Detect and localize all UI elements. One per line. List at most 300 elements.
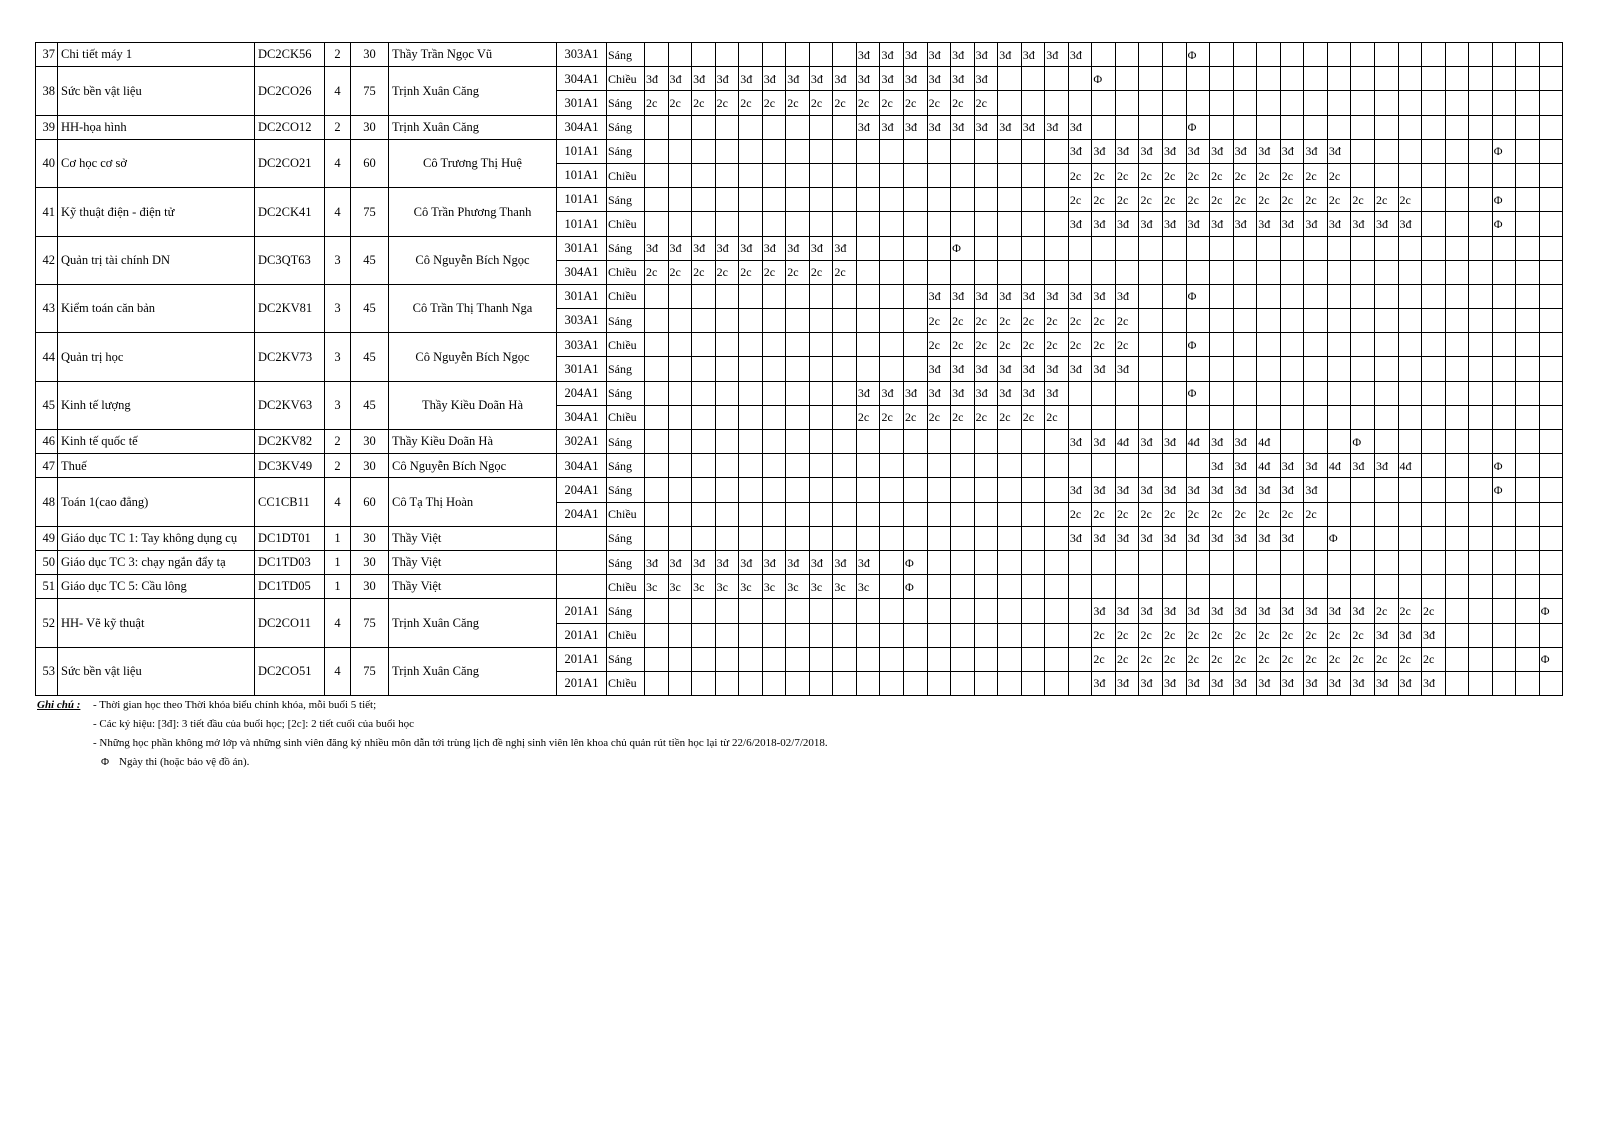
schedule-mark: 3đ: [1304, 671, 1328, 695]
schedule-mark: 3đ: [1068, 212, 1092, 236]
table-row: [36, 333, 1563, 357]
schedule-mark: 3đ: [1068, 115, 1092, 139]
schedule-cell: [1351, 43, 1375, 67]
schedule-cell: [1139, 67, 1163, 91]
schedule-mark: 3đ: [1092, 599, 1116, 623]
course-credits: 2: [325, 430, 351, 454]
schedule-mark: 3đ: [1233, 454, 1257, 478]
schedule-cell: [1351, 502, 1375, 526]
course-number: 39: [36, 115, 58, 139]
schedule-mark: 2c: [1257, 623, 1281, 647]
schedule-cell: [645, 623, 669, 647]
schedule-cell: [1516, 139, 1540, 163]
schedule-mark: 2c: [1068, 333, 1092, 357]
schedule-mark: 3đ: [1304, 212, 1328, 236]
schedule-cell: [692, 212, 716, 236]
session-room: 201A1: [557, 623, 607, 647]
schedule-mark: 2c: [1115, 502, 1139, 526]
session-room: 304A1: [557, 405, 607, 429]
schedule-cell: [1422, 139, 1446, 163]
schedule-mark: 2c: [1092, 163, 1116, 187]
course-teacher: Thầy Kiều Doãn Hà: [389, 381, 557, 429]
schedule-mark: 3đ: [1280, 599, 1304, 623]
schedule-cell: [856, 599, 880, 623]
schedule-cell: [1539, 550, 1563, 574]
course-number: 45: [36, 381, 58, 429]
schedule-mark: 3đ: [1045, 115, 1069, 139]
schedule-cell: [833, 405, 857, 429]
schedule-mark: 2c: [1351, 623, 1375, 647]
schedule-cell: [856, 139, 880, 163]
schedule-mark: 3đ: [809, 550, 833, 574]
table-row: [36, 575, 1563, 599]
schedule-mark: 3đ: [809, 67, 833, 91]
schedule-cell: [1257, 357, 1281, 381]
schedule-mark: 3đ: [951, 67, 975, 91]
schedule-cell: [1139, 91, 1163, 115]
schedule-cell: [1492, 502, 1516, 526]
schedule-mark: 2c: [1210, 188, 1234, 212]
schedule-cell: [833, 454, 857, 478]
schedule-mark: 2c: [1374, 599, 1398, 623]
exam-day-mark: Φ: [1492, 212, 1516, 236]
schedule-cell: [786, 502, 810, 526]
schedule-cell: [1398, 163, 1422, 187]
schedule-mark: 3c: [668, 575, 692, 599]
schedule-cell: [1445, 599, 1469, 623]
exam-day-mark: Φ: [1186, 333, 1210, 357]
schedule-cell: [762, 139, 786, 163]
schedule-cell: [1492, 43, 1516, 67]
schedule-cell: [1422, 43, 1446, 67]
schedule-cell: [1374, 575, 1398, 599]
schedule-cell: [1045, 502, 1069, 526]
course-credits: 4: [325, 188, 351, 236]
schedule-cell: [1021, 139, 1045, 163]
schedule-mark: 3đ: [1351, 671, 1375, 695]
schedule-cell: [645, 647, 669, 671]
schedule-cell: [1115, 260, 1139, 284]
schedule-cell: [1445, 575, 1469, 599]
schedule-cell: [1327, 478, 1351, 502]
course-code: DC2CK41: [255, 188, 325, 236]
schedule-mark: 3đ: [1068, 284, 1092, 308]
course-name: Cơ học cơ sở: [58, 139, 255, 187]
schedule-cell: [1327, 115, 1351, 139]
schedule-cell: [1280, 333, 1304, 357]
session-room: 301A1: [557, 91, 607, 115]
schedule-cell: [1398, 236, 1422, 260]
schedule-cell: [645, 212, 669, 236]
schedule-mark: 2c: [951, 91, 975, 115]
schedule-cell: [1092, 454, 1116, 478]
schedule-cell: [1516, 671, 1540, 695]
schedule-cell: [1304, 405, 1328, 429]
schedule-cell: [692, 188, 716, 212]
course-name: Kinh tế lượng: [58, 381, 255, 429]
course-teacher: Cô Nguyễn Bích Ngọc: [389, 333, 557, 381]
schedule-cell: [856, 478, 880, 502]
schedule-cell: [1516, 526, 1540, 550]
schedule-mark: 2c: [1304, 647, 1328, 671]
schedule-mark: 2c: [927, 405, 951, 429]
schedule-cell: [1115, 381, 1139, 405]
schedule-mark: 3đ: [1186, 212, 1210, 236]
schedule-mark: 3đ: [1068, 526, 1092, 550]
schedule-cell: [668, 623, 692, 647]
schedule-cell: [1021, 526, 1045, 550]
schedule-mark: 3đ: [974, 43, 998, 67]
schedule-cell: [1445, 430, 1469, 454]
schedule-mark: 3đ: [1115, 357, 1139, 381]
schedule-cell: [1351, 260, 1375, 284]
schedule-cell: [1492, 430, 1516, 454]
schedule-cell: [1398, 139, 1422, 163]
schedule-mark: 3đ: [974, 67, 998, 91]
schedule-cell: [856, 284, 880, 308]
schedule-mark: 3đ: [904, 115, 928, 139]
schedule-cell: [1186, 454, 1210, 478]
course-credits: 1: [325, 550, 351, 574]
schedule-cell: [645, 163, 669, 187]
course-teacher: Cô Tạ Thị Hoàn: [389, 478, 557, 526]
schedule-cell: [1304, 430, 1328, 454]
schedule-cell: [1374, 430, 1398, 454]
session-time: Chiều: [607, 260, 645, 284]
schedule-mark: 3đ: [833, 550, 857, 574]
schedule-cell: [739, 333, 763, 357]
schedule-mark: 3đ: [1398, 623, 1422, 647]
schedule-cell: [904, 333, 928, 357]
schedule-cell: [1422, 163, 1446, 187]
schedule-cell: [645, 502, 669, 526]
schedule-cell: [692, 430, 716, 454]
schedule-cell: [1186, 309, 1210, 333]
schedule-cell: [1233, 575, 1257, 599]
course-name: Kinh tế quốc tế: [58, 430, 255, 454]
schedule-cell: [998, 647, 1022, 671]
schedule-cell: [1445, 454, 1469, 478]
schedule-cell: [927, 623, 951, 647]
session-time: Chiều: [607, 405, 645, 429]
schedule-cell: [880, 139, 904, 163]
schedule-mark: 2c: [668, 260, 692, 284]
schedule-cell: [1516, 430, 1540, 454]
schedule-cell: [809, 309, 833, 333]
schedule-cell: [1163, 284, 1187, 308]
course-number: 50: [36, 550, 58, 574]
schedule-cell: [1327, 67, 1351, 91]
schedule-cell: [1422, 333, 1446, 357]
schedule-cell: [715, 212, 739, 236]
session-room: 303A1: [557, 333, 607, 357]
schedule-cell: [833, 647, 857, 671]
schedule-mark: 3đ: [1233, 671, 1257, 695]
schedule-cell: [1210, 284, 1234, 308]
course-code: DC2CO26: [255, 67, 325, 115]
schedule-mark: 2c: [1210, 163, 1234, 187]
course-number: 43: [36, 284, 58, 332]
schedule-cell: [1469, 647, 1493, 671]
schedule-cell: [1327, 236, 1351, 260]
schedule-cell: [739, 430, 763, 454]
schedule-cell: [1304, 236, 1328, 260]
schedule-cell: [668, 309, 692, 333]
schedule-cell: [668, 284, 692, 308]
course-name: HH- Vẽ kỹ thuật: [58, 599, 255, 647]
schedule-cell: [1210, 405, 1234, 429]
course-periods: 30: [351, 430, 389, 454]
schedule-cell: [645, 526, 669, 550]
schedule-cell: [668, 405, 692, 429]
schedule-cell: [904, 357, 928, 381]
schedule-mark: 2c: [1068, 163, 1092, 187]
schedule-mark: 2c: [1327, 188, 1351, 212]
schedule-cell: [1539, 575, 1563, 599]
schedule-cell: [1398, 430, 1422, 454]
course-code: DC2CO11: [255, 599, 325, 647]
schedule-cell: [974, 478, 998, 502]
schedule-cell: [1469, 67, 1493, 91]
schedule-mark: 3đ: [1398, 212, 1422, 236]
schedule-mark: 3đ: [927, 115, 951, 139]
schedule-cell: [1374, 260, 1398, 284]
schedule-cell: [1233, 381, 1257, 405]
schedule-mark: 3đ: [1139, 212, 1163, 236]
schedule-cell: [856, 188, 880, 212]
schedule-cell: [1233, 260, 1257, 284]
schedule-cell: [1327, 91, 1351, 115]
schedule-cell: [692, 139, 716, 163]
schedule-mark: 2c: [1304, 188, 1328, 212]
schedule-cell: [692, 454, 716, 478]
schedule-cell: [856, 260, 880, 284]
schedule-mark: 2c: [715, 91, 739, 115]
course-code: DC1DT01: [255, 526, 325, 550]
schedule-cell: [951, 550, 975, 574]
schedule-cell: [1045, 430, 1069, 454]
schedule-cell: [668, 647, 692, 671]
schedule-cell: [833, 212, 857, 236]
schedule-cell: [1445, 284, 1469, 308]
schedule-mark: 2c: [1163, 502, 1187, 526]
schedule-cell: [1021, 478, 1045, 502]
schedule-cell: [1445, 333, 1469, 357]
schedule-mark: 3c: [739, 575, 763, 599]
note-line-symbols: - Các ký hiệu: [3đ]: 3 tiết đầu của buổi học; [2c]: 2 tiết cuối của buổi học: [93, 718, 415, 730]
schedule-cell: [1163, 309, 1187, 333]
session-time: Chiều: [607, 502, 645, 526]
course-teacher: Trịnh Xuân Căng: [389, 115, 557, 139]
session-time: Sáng: [607, 526, 645, 550]
course-code: DC2CO51: [255, 647, 325, 695]
schedule-cell: [856, 623, 880, 647]
schedule-cell: [1139, 309, 1163, 333]
schedule-cell: [1257, 309, 1281, 333]
schedule-cell: [692, 309, 716, 333]
session-room: [557, 526, 607, 550]
schedule-cell: [809, 623, 833, 647]
schedule-mark: 3đ: [833, 67, 857, 91]
schedule-cell: [1445, 478, 1469, 502]
schedule-mark: 2c: [974, 309, 998, 333]
schedule-cell: [1139, 405, 1163, 429]
schedule-cell: [1233, 333, 1257, 357]
schedule-cell: [1021, 212, 1045, 236]
schedule-cell: [1469, 163, 1493, 187]
session-time: Sáng: [607, 115, 645, 139]
schedule-cell: [951, 260, 975, 284]
course-teacher: Cô Trần Thị Thanh Nga: [389, 284, 557, 332]
schedule-cell: [1257, 381, 1281, 405]
schedule-cell: [1021, 550, 1045, 574]
schedule-mark: 2c: [951, 309, 975, 333]
schedule-cell: [1422, 575, 1446, 599]
schedule-mark: 3đ: [904, 43, 928, 67]
schedule-cell: [715, 381, 739, 405]
session-room: 201A1: [557, 599, 607, 623]
session-time: Sáng: [607, 139, 645, 163]
schedule-cell: [1539, 623, 1563, 647]
schedule-cell: [998, 163, 1022, 187]
exam-day-mark: Φ: [951, 236, 975, 260]
schedule-cell: [1186, 91, 1210, 115]
schedule-mark: 2c: [998, 309, 1022, 333]
schedule-mark: 3đ: [645, 550, 669, 574]
schedule-mark: 3đ: [1210, 526, 1234, 550]
schedule-mark: 3đ: [974, 381, 998, 405]
schedule-cell: [927, 478, 951, 502]
schedule-mark: 3c: [786, 575, 810, 599]
course-periods: 45: [351, 236, 389, 284]
schedule-cell: [1351, 67, 1375, 91]
schedule-cell: [1304, 333, 1328, 357]
table-row: [36, 284, 1563, 308]
schedule-mark: 2c: [1139, 647, 1163, 671]
schedule-mark: 2c: [1280, 188, 1304, 212]
schedule-cell: [904, 526, 928, 550]
schedule-cell: [1539, 212, 1563, 236]
schedule-mark: 4đ: [1257, 430, 1281, 454]
session-time: Chiều: [607, 212, 645, 236]
course-periods: 60: [351, 139, 389, 187]
schedule-cell: [1422, 260, 1446, 284]
schedule-cell: [786, 284, 810, 308]
schedule-mark: 3đ: [1115, 671, 1139, 695]
schedule-mark: 2c: [1115, 623, 1139, 647]
schedule-cell: [692, 623, 716, 647]
course-teacher: Thầy Trần Ngọc Vũ: [389, 43, 557, 67]
schedule-cell: [1422, 550, 1446, 574]
schedule-cell: [880, 212, 904, 236]
schedule-cell: [998, 623, 1022, 647]
schedule-cell: [1163, 405, 1187, 429]
schedule-mark: 3đ: [927, 67, 951, 91]
schedule-cell: [1068, 381, 1092, 405]
schedule-cell: [645, 381, 669, 405]
schedule-cell: [668, 163, 692, 187]
course-teacher: Thầy Kiều Doãn Hà: [389, 430, 557, 454]
schedule-cell: [1092, 43, 1116, 67]
schedule-cell: [1398, 478, 1422, 502]
schedule-cell: [692, 115, 716, 139]
schedule-cell: [1374, 502, 1398, 526]
schedule-cell: [1351, 139, 1375, 163]
schedule-mark: 2c: [856, 91, 880, 115]
schedule-mark: 2c: [692, 91, 716, 115]
schedule-cell: [998, 454, 1022, 478]
schedule-cell: [927, 260, 951, 284]
schedule-mark: 2c: [1163, 647, 1187, 671]
schedule-mark: 3đ: [1021, 357, 1045, 381]
schedule-cell: [1539, 454, 1563, 478]
schedule-mark: 3đ: [1327, 599, 1351, 623]
schedule-cell: [904, 671, 928, 695]
schedule-cell: [1233, 43, 1257, 67]
schedule-mark: 3đ: [1186, 671, 1210, 695]
schedule-cell: [1327, 502, 1351, 526]
schedule-cell: [692, 478, 716, 502]
course-periods: 45: [351, 333, 389, 381]
schedule-cell: [739, 357, 763, 381]
table-row: [36, 430, 1563, 454]
schedule-mark: 3đ: [1374, 623, 1398, 647]
schedule-cell: [1374, 526, 1398, 550]
schedule-cell: [1374, 43, 1398, 67]
schedule-cell: [786, 43, 810, 67]
schedule-cell: [1374, 91, 1398, 115]
schedule-cell: [951, 212, 975, 236]
schedule-cell: [1469, 188, 1493, 212]
schedule-mark: 2c: [1327, 623, 1351, 647]
course-number: 44: [36, 333, 58, 381]
schedule-mark: 2c: [1021, 333, 1045, 357]
schedule-mark: 3đ: [856, 115, 880, 139]
course-number: 49: [36, 526, 58, 550]
schedule-mark: 3đ: [668, 236, 692, 260]
schedule-cell: [1327, 260, 1351, 284]
schedule-cell: [1280, 284, 1304, 308]
schedule-cell: [1280, 550, 1304, 574]
schedule-cell: [809, 212, 833, 236]
schedule-cell: [1516, 623, 1540, 647]
schedule-mark: 3đ: [1422, 671, 1446, 695]
session-room: 201A1: [557, 671, 607, 695]
schedule-cell: [833, 502, 857, 526]
schedule-mark: 3đ: [1210, 671, 1234, 695]
schedule-mark: 2c: [739, 91, 763, 115]
schedule-cell: [1304, 309, 1328, 333]
schedule-cell: [904, 212, 928, 236]
schedule-cell: [1280, 309, 1304, 333]
schedule-mark: 3đ: [1092, 357, 1116, 381]
schedule-mark: 3đ: [1398, 671, 1422, 695]
schedule-cell: [1163, 260, 1187, 284]
schedule-cell: [692, 526, 716, 550]
schedule-mark: 3đ: [1186, 478, 1210, 502]
schedule-cell: [1186, 357, 1210, 381]
schedule-cell: [762, 333, 786, 357]
schedule-mark: 3đ: [1092, 212, 1116, 236]
schedule-cell: [1422, 284, 1446, 308]
schedule-cell: [1233, 405, 1257, 429]
schedule-cell: [1139, 284, 1163, 308]
schedule-cell: [1280, 405, 1304, 429]
schedule-cell: [1021, 671, 1045, 695]
course-number: 41: [36, 188, 58, 236]
schedule-mark: 2c: [1186, 623, 1210, 647]
schedule-cell: [1492, 357, 1516, 381]
